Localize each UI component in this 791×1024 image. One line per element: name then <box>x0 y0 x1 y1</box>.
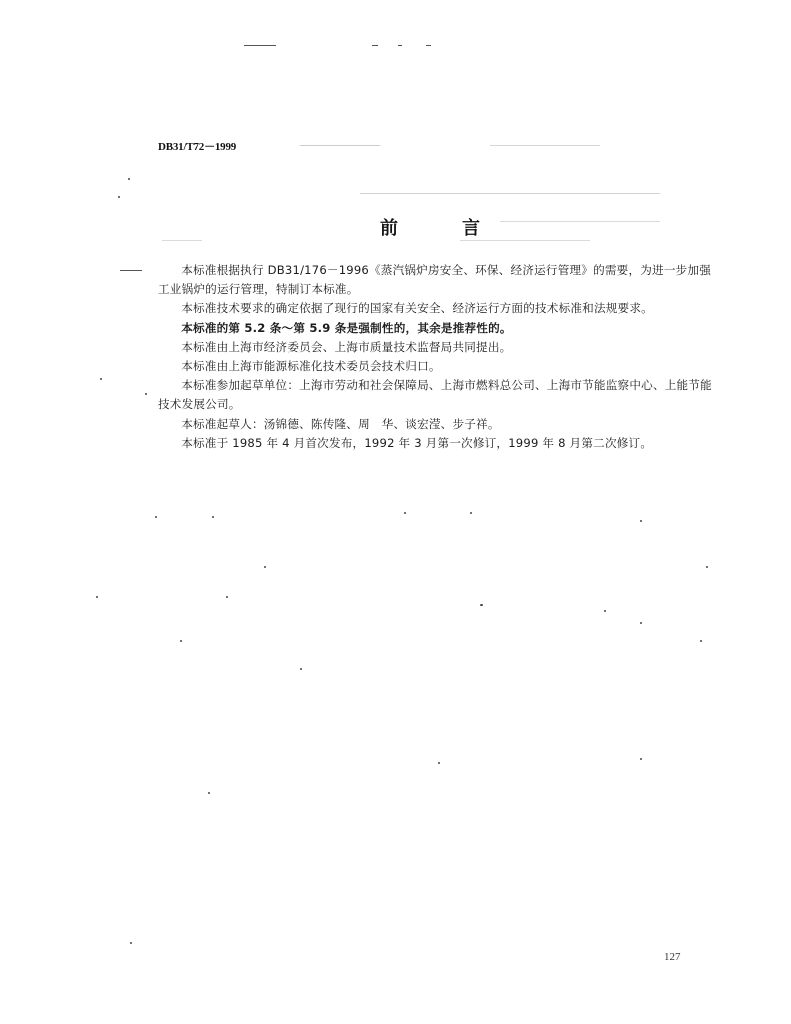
paragraph: 本标准由上海市能源标准化技术委员会技术归口。 <box>181 359 441 374</box>
scan-artifact-dash <box>398 45 402 46</box>
paragraph: 本标准起草人：汤锦德、陈传隆、周 华、谈宏滢、步子祥。 <box>181 416 500 431</box>
scan-artifact-dot <box>640 758 642 760</box>
title-char-left: 前 <box>380 218 398 239</box>
scan-artifact-dot <box>300 668 302 670</box>
paragraph: 本标准参加起草单位：上海市劳动和社会保障局、上海市燃料总公司、上海市节能监察中心、上能节能技术发展公司。 <box>158 378 712 412</box>
scan-artifact-dot <box>264 566 266 568</box>
scan-artifact-dash <box>244 45 276 46</box>
scan-artifact-dot <box>604 610 606 612</box>
scan-artifact-dot <box>155 516 157 518</box>
scan-artifact-dot <box>96 596 98 598</box>
scan-artifact-showthrough <box>490 145 600 146</box>
scan-artifact-dot <box>700 640 702 642</box>
scan-artifact-dot <box>128 178 130 180</box>
scan-artifact-dot <box>212 516 214 518</box>
scan-artifact-dot <box>404 512 406 514</box>
scan-artifact-showthrough <box>300 145 380 146</box>
scan-artifact-dot <box>640 622 642 624</box>
scan-artifact-dot <box>145 393 147 395</box>
paragraph: 本标准根据执行 DB31/176－1996《蒸汽锅炉房安全、环保、经济运行管理》的需要，为进一步加强工业锅炉的运行管理，特制订本标准。 <box>158 263 712 297</box>
scan-artifact-dash <box>372 45 378 46</box>
scan-artifact-dot <box>480 604 483 606</box>
scan-artifact-dot <box>180 640 182 642</box>
scan-artifact-dot <box>118 196 120 198</box>
scan-artifact-dot <box>438 762 440 764</box>
paragraph: 本标准由上海市经济委员会、上海市质量技术监督局共同提出。 <box>181 339 512 354</box>
title-char-right: 言 <box>462 218 480 239</box>
document-code: DB31/T72－1999 <box>158 141 237 153</box>
scan-artifact-dash <box>120 270 142 271</box>
section-title <box>0 214 791 242</box>
scan-artifact-dot <box>470 512 472 514</box>
scan-artifact-dot <box>640 520 642 522</box>
scan-artifact-dot <box>706 566 708 568</box>
scan-artifact-dash <box>426 45 431 46</box>
paragraph: 本标准于 1985 年 4 月首次发布，1992 年 3 月第一次修订，1999 年 8 月第二次修订。 <box>181 435 653 450</box>
scan-artifact-dot <box>226 596 228 598</box>
scan-artifact-dot <box>100 378 102 380</box>
scan-artifact-dot <box>208 792 210 794</box>
scan-artifact-dot <box>130 942 132 944</box>
scan-artifact-showthrough <box>360 193 660 194</box>
page-number: 127 <box>664 951 681 963</box>
foreword-body <box>158 261 718 453</box>
paragraph: 本标准的第 5.2 条～第 5.9 条是强制性的，其余是推荐性的。 <box>181 320 512 335</box>
paragraph: 本标准技术要求的确定依据了现行的国家有关安全、经济运行方面的技术标准和法规要求。 <box>181 301 653 316</box>
